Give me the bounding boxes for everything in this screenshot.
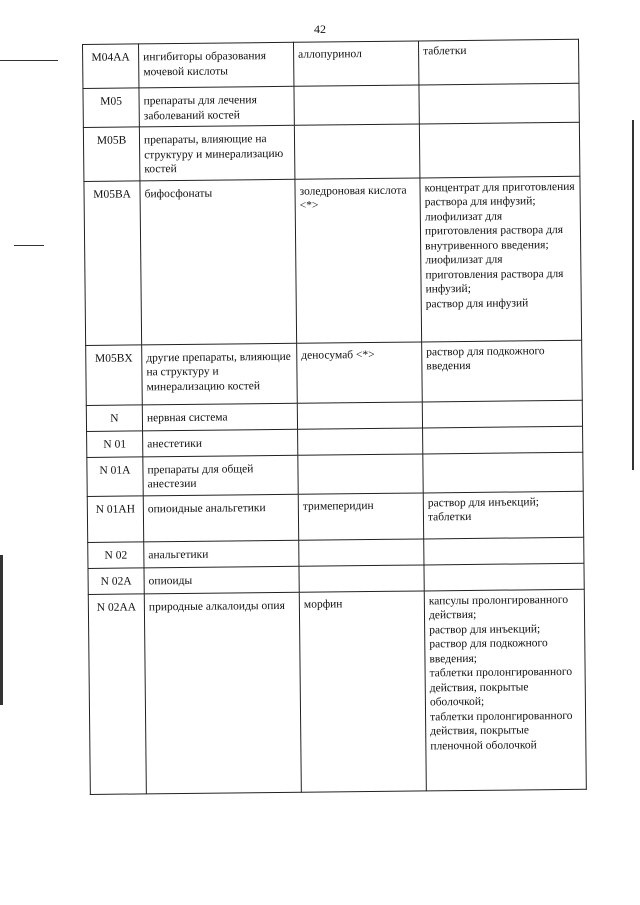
drug-name-cell (294, 85, 419, 125)
drug-group-cell: препараты, влияющие на структуру и минерализацию костей (139, 125, 295, 180)
atc-code-cell: N 01A (87, 456, 143, 496)
drug-group-cell: опиоидные анальгетики (143, 494, 298, 542)
scan-mark-right (632, 120, 634, 470)
dosage-form-cell (422, 400, 582, 428)
dosage-form-item: лиофилизат для приготовления раствора для внутривенного введения; (424, 210, 564, 252)
dosage-form-cell (418, 39, 578, 85)
dosage-form-cell (423, 426, 583, 454)
dosage-form-item: раствор для подкожного введения; (429, 637, 548, 665)
table-row (83, 39, 579, 88)
atc-code-cell: N 01 (87, 430, 143, 457)
atc-code-cell: M05 (83, 88, 139, 128)
drug-name-cell: золедроновая кислота <*> (295, 177, 422, 342)
drug-group-cell: ингибиторы образования мочевой кислоты (139, 42, 294, 88)
atc-code-cell: M05BA (84, 180, 142, 345)
drug-table (82, 39, 587, 795)
drug-name-cell: аллопуринол (293, 41, 418, 86)
atc-code-cell: N 02A (88, 567, 144, 594)
drug-name-cell: морфин (299, 590, 426, 791)
drug-group-cell: другие препараты, влияющие на структуру и минерализацию костей (142, 343, 298, 405)
drug-group-cell: препараты для лечения заболеваний костей (139, 86, 294, 127)
atc-code-cell: N 02AA (88, 593, 146, 794)
scan-mark-left (0, 60, 58, 61)
dosage-form-item: таблетки (423, 44, 467, 58)
drug-name-cell: деносумаб <*> (297, 341, 423, 402)
atc-code-cell: N (86, 404, 142, 431)
dosage-form-cell (423, 491, 583, 539)
dosage-form-cell (422, 340, 583, 402)
drug-name-cell (299, 538, 424, 565)
drug-name-cell: тримеперидин (298, 492, 423, 539)
dosage-form-item: концентрат для приготовления раствора для инфузий; (424, 180, 575, 209)
dosage-form-item: таблетки пролонгированного действия, покрытые пленочной оболочкой (430, 709, 573, 752)
drug-name-cell (299, 564, 424, 591)
table-row (86, 340, 583, 405)
table-row (88, 589, 586, 794)
drug-name-cell (298, 427, 423, 454)
drug-group-cell: нервная система (142, 403, 297, 431)
dosage-form-item: раствор для подкожного введения (426, 344, 545, 373)
dosage-form-cell (419, 122, 580, 177)
dosage-form-cell (424, 563, 584, 591)
dosage-form-cell (424, 589, 586, 791)
dosage-form-item: раствор для инъекций; (427, 495, 539, 509)
drug-name-cell (297, 401, 422, 428)
drug-group-cell: анальгетики (144, 540, 299, 568)
drug-name-cell (294, 124, 420, 179)
table-row (84, 176, 582, 345)
page-number: 42 (314, 22, 326, 36)
atc-code-cell: N 01AH (87, 495, 143, 542)
drug-group-cell: бифосфонаты (140, 179, 297, 345)
dosage-form-cell (424, 537, 584, 565)
table-body (83, 39, 587, 794)
table-wrap (82, 39, 587, 795)
dosage-form-item: раствор для инъекций; (429, 622, 541, 636)
drug-group-cell: опиоиды (144, 566, 299, 594)
dosage-form-cell (420, 176, 582, 342)
table-row (87, 452, 583, 496)
drug-group-cell: препараты для общей анестезии (143, 455, 298, 496)
dosage-form-item: капсулы пролонгированного действия; (428, 593, 569, 622)
dosage-form-item: лиофилизат для приготовления раствора для инфузий; (425, 253, 564, 296)
dosage-form-item: таблетки (427, 510, 472, 524)
atc-code-cell: M05BX (86, 344, 143, 405)
table-row (83, 122, 580, 181)
drug-name-cell (298, 453, 423, 493)
drug-group-cell: природные алкалоиды опия (144, 592, 301, 794)
atc-code-cell: N 02 (88, 541, 144, 568)
atc-code-cell: M05B (83, 127, 140, 181)
table-row (83, 83, 579, 127)
dosage-form-cell (423, 452, 583, 493)
atc-code-cell: M04AA (83, 44, 139, 89)
dosage-form-item: раствор для инфузий (425, 296, 529, 310)
drug-group-cell: анестетики (143, 429, 298, 457)
table-row (87, 491, 583, 542)
scan-mark-left-2 (14, 245, 44, 246)
scan-mark-left-edge (0, 555, 3, 705)
dosage-form-cell (419, 83, 579, 124)
dosage-form-item: таблетки пролонгированного действия, покрытые оболочкой; (429, 665, 573, 709)
